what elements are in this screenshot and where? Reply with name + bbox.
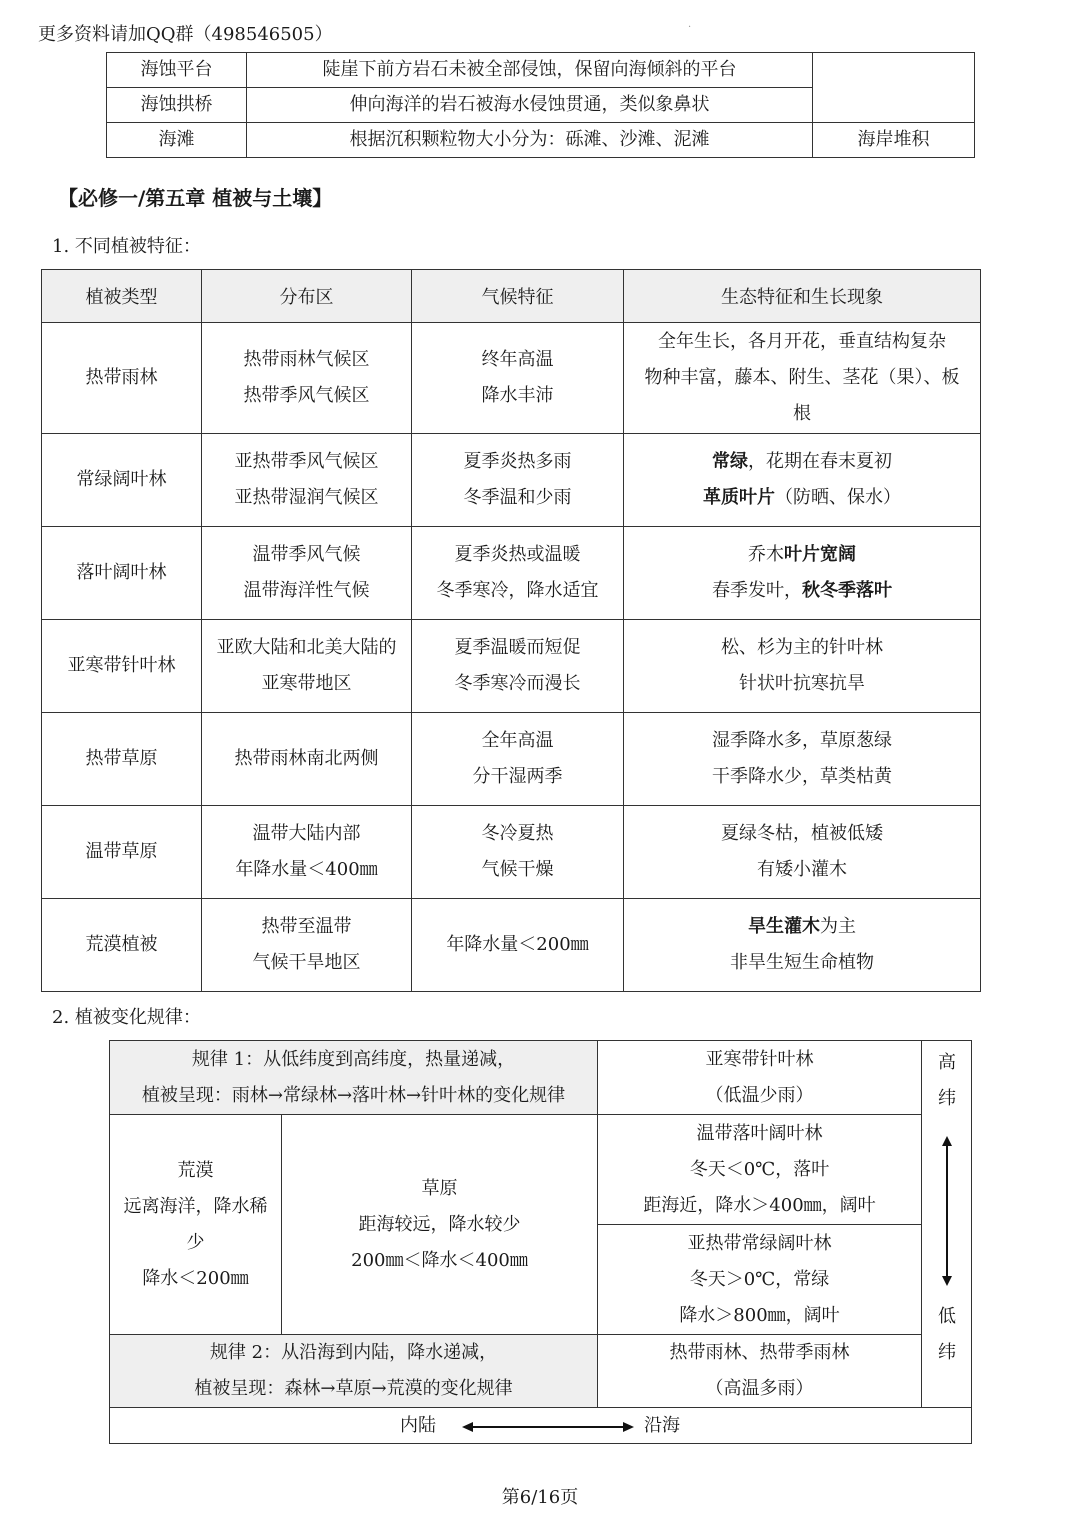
zone-line: 荒漠 <box>177 1159 214 1181</box>
latitude-arrow-icon <box>937 1136 957 1286</box>
zone-line: 冬天＜0℃，落叶 <box>689 1158 830 1180</box>
zone-line: 降水＜200㎜ <box>142 1267 249 1289</box>
table-row <box>42 713 981 806</box>
subsection-1-title: 1. 不同植被特征： <box>52 236 201 257</box>
veg-eco <box>624 806 981 899</box>
law-1-cell <box>110 1041 598 1115</box>
col-header-dist: 分布区 <box>202 270 412 323</box>
table-row <box>42 620 981 713</box>
eco-line <box>630 480 974 516</box>
table-row <box>107 53 975 88</box>
law-line: 规律 2：从沿海到内陆，降水递减， <box>209 1342 498 1363</box>
tropical-cell <box>598 1335 922 1408</box>
landform-desc: 根据沉积颗粒物大小分为：砾滩、沙滩、泥滩 <box>247 123 813 158</box>
col-header-climate: 气候特征 <box>412 270 624 323</box>
dist-line: 亚热带季风气候区 <box>234 451 379 472</box>
veg-dist <box>202 323 412 434</box>
landform-category-blank <box>813 53 975 123</box>
law-line: 植被呈现：雨林→常绿林→落叶林→针叶林的变化规律 <box>141 1084 566 1106</box>
temperate-cell <box>598 1115 922 1225</box>
boreal-cell <box>598 1041 922 1115</box>
table-row <box>110 1408 972 1444</box>
grassland-cell <box>282 1115 598 1335</box>
vegetation-law-diagram <box>109 1040 972 1444</box>
climate-line: 降水丰沛 <box>481 385 554 406</box>
subsection-2-title: 2. 植被变化规律： <box>52 1007 201 1028</box>
subtropical-cell <box>598 1225 922 1335</box>
section-title: 【必修一/第五章 植被与土壤】 <box>58 186 333 210</box>
veg-climate <box>412 713 624 806</box>
veg-climate <box>412 806 624 899</box>
zone-line: 降水＞800㎜，阔叶 <box>679 1304 840 1326</box>
landform-desc: 陡崖下前方岩石未被全部侵蚀，保留向海倾斜的平台 <box>247 53 813 88</box>
climate-line: 冬季温和少雨 <box>463 487 572 508</box>
veg-climate <box>412 899 624 992</box>
eco-line: 湿季降水多，草原葱绿 <box>712 730 892 751</box>
page-number: 第6/16页 <box>501 1487 579 1508</box>
eco-line: 夏绿冬枯，植被低矮 <box>721 823 883 844</box>
eco-text: ，花期在春末夏初 <box>748 451 892 472</box>
zone-line: 温带落叶阔叶林 <box>696 1122 823 1144</box>
veg-climate <box>412 527 624 620</box>
landform-name: 海蚀平台 <box>107 53 247 88</box>
eco-bold: 秋冬季落叶 <box>802 580 892 601</box>
dist-line: 温带海洋性气候 <box>243 580 370 601</box>
veg-type: 亚寒带针叶林 <box>42 620 202 713</box>
table-row <box>110 1041 972 1115</box>
landform-desc: 伸向海洋的岩石被海水侵蚀贯通，类似象鼻状 <box>247 88 813 123</box>
eco-line: 针状叶抗寒抗旱 <box>739 673 865 694</box>
page-header: 更多资料请加QQ群（498546505） <box>38 24 333 45</box>
landform-name: 海蚀拱桥 <box>107 88 247 123</box>
table-row <box>42 806 981 899</box>
veg-type: 落叶阔叶林 <box>42 527 202 620</box>
veg-dist <box>202 434 412 527</box>
zone-line: 少 <box>186 1231 205 1253</box>
veg-eco <box>624 323 981 434</box>
dist-line: 亚寒带地区 <box>261 673 352 694</box>
col-header-eco: 生态特征和生长现象 <box>624 270 981 323</box>
landform-category: 海岸堆积 <box>813 123 975 158</box>
inland-coastal-arrow-icon <box>462 1420 634 1434</box>
zone-line: 远离海洋，降水稀 <box>123 1195 268 1217</box>
latitude-axis-cell <box>922 1041 972 1408</box>
zone-line: 200㎜＜降水＜400㎜ <box>351 1249 528 1271</box>
zone-line: 冬天＞0℃，常绿 <box>689 1268 830 1290</box>
eco-text: 为主 <box>820 916 856 937</box>
dist-line: 温带大陆内部 <box>252 823 361 844</box>
low-latitude-label <box>935 1299 959 1371</box>
eco-line: 非旱生短生命植物 <box>730 952 874 973</box>
lat-char: 低 <box>938 1306 956 1327</box>
zone-line: 亚寒带针叶林 <box>705 1048 814 1070</box>
climate-line: 夏季炎热或温暖 <box>454 544 581 565</box>
eco-line <box>630 909 974 945</box>
zone-line: 距海近，降水＞400㎜，阔叶 <box>643 1194 876 1216</box>
climate-line: 年降水量＜200㎜ <box>446 934 589 955</box>
landform-name: 海滩 <box>107 123 247 158</box>
veg-type: 热带雨林 <box>42 323 202 434</box>
zone-line: 草原 <box>421 1177 458 1199</box>
veg-dist <box>202 620 412 713</box>
table-row <box>42 323 981 434</box>
dist-line: 亚热带湿润气候区 <box>234 487 379 508</box>
climate-line: 气候干燥 <box>481 859 554 880</box>
dist-line: 温带季风气候 <box>252 544 361 565</box>
climate-line: 夏季炎热多雨 <box>463 451 572 472</box>
table-row <box>110 1115 972 1225</box>
dist-line: 热带雨林气候区 <box>243 349 370 370</box>
vegetation-table <box>41 269 981 992</box>
veg-climate <box>412 323 624 434</box>
col-header-type: 植被类型 <box>42 270 202 323</box>
veg-eco <box>624 713 981 806</box>
veg-eco <box>624 527 981 620</box>
veg-dist <box>202 713 412 806</box>
zone-line: （低温少雨） <box>705 1084 814 1106</box>
veg-type: 荒漠植被 <box>42 899 202 992</box>
eco-line <box>630 537 974 573</box>
lat-char: 纬 <box>938 1342 956 1363</box>
table-row <box>42 899 981 992</box>
table-row <box>107 123 975 158</box>
eco-line: 有矮小灌木 <box>757 859 847 880</box>
stray-dot: · <box>688 22 692 33</box>
high-latitude-label <box>935 1045 959 1117</box>
table-header-row <box>42 270 981 323</box>
eco-line: 松、杉为主的针叶林 <box>721 637 883 658</box>
dist-line: 热带至温带 <box>261 916 352 937</box>
veg-dist <box>202 899 412 992</box>
law-2-cell <box>110 1335 598 1408</box>
eco-line: 干季降水少，草类枯黄 <box>712 766 892 787</box>
eco-text: （防晒、保水） <box>775 487 901 508</box>
eco-line: 全年生长，各月开花，垂直结构复杂 <box>658 331 946 352</box>
eco-text: 乔木 <box>748 544 784 565</box>
dist-line: 热带雨林南北两侧 <box>234 748 379 769</box>
law-line: 植被呈现：森林→草原→荒漠的变化规律 <box>194 1378 513 1399</box>
inland-label: 内陆 <box>400 1415 436 1436</box>
lat-char: 纬 <box>938 1088 956 1109</box>
veg-type: 温带草原 <box>42 806 202 899</box>
table-row <box>110 1335 972 1408</box>
desert-cell <box>110 1115 282 1335</box>
eco-line: 根 <box>793 403 811 424</box>
table-row <box>42 527 981 620</box>
zone-line: 热带雨林、热带季雨林 <box>669 1342 850 1363</box>
table-row <box>42 434 981 527</box>
veg-type: 热带草原 <box>42 713 202 806</box>
veg-dist <box>202 806 412 899</box>
dist-line: 年降水量＜400㎜ <box>235 859 378 880</box>
zone-line: 亚热带常绿阔叶林 <box>687 1232 832 1254</box>
climate-line: 冬冷夏热 <box>481 823 554 844</box>
climate-line: 终年高温 <box>481 349 554 370</box>
eco-bold: 叶片宽阔 <box>784 544 856 565</box>
veg-eco <box>624 434 981 527</box>
veg-climate <box>412 620 624 713</box>
zone-line: （高温多雨） <box>705 1378 814 1399</box>
climate-line: 分干湿两季 <box>472 766 563 787</box>
dist-line: 热带季风气候区 <box>243 385 370 406</box>
climate-line: 冬季寒冷，降水适宜 <box>436 580 599 601</box>
climate-line: 冬季寒冷而漫长 <box>454 673 581 694</box>
lat-char: 高 <box>938 1052 956 1073</box>
veg-eco <box>624 620 981 713</box>
veg-climate <box>412 434 624 527</box>
veg-dist <box>202 527 412 620</box>
eco-bold: 常绿 <box>712 451 748 472</box>
climate-line: 全年高温 <box>481 730 554 751</box>
eco-line <box>630 444 974 480</box>
veg-type: 常绿阔叶林 <box>42 434 202 527</box>
veg-eco <box>624 899 981 992</box>
coastal-label: 沿海 <box>644 1415 680 1436</box>
zone-line: 距海较远，降水较少 <box>358 1213 521 1235</box>
law-line: 规律 1：从低纬度到高纬度，热量递减， <box>191 1048 516 1070</box>
eco-bold: 革质叶片 <box>703 487 775 508</box>
dist-line: 气候干旱地区 <box>252 952 361 973</box>
eco-bold: 旱生灌木 <box>748 916 820 937</box>
inland-coastal-axis-cell <box>110 1408 972 1444</box>
eco-line: 物种丰富，藤本、附生、茎花（果）、板 <box>644 367 960 388</box>
eco-line <box>630 573 974 609</box>
eco-text: 春季发叶， <box>712 580 802 601</box>
climate-line: 夏季温暖而短促 <box>454 637 581 658</box>
coastal-landform-table <box>106 52 975 158</box>
dist-line: 亚欧大陆和北美大陆的 <box>216 637 397 658</box>
